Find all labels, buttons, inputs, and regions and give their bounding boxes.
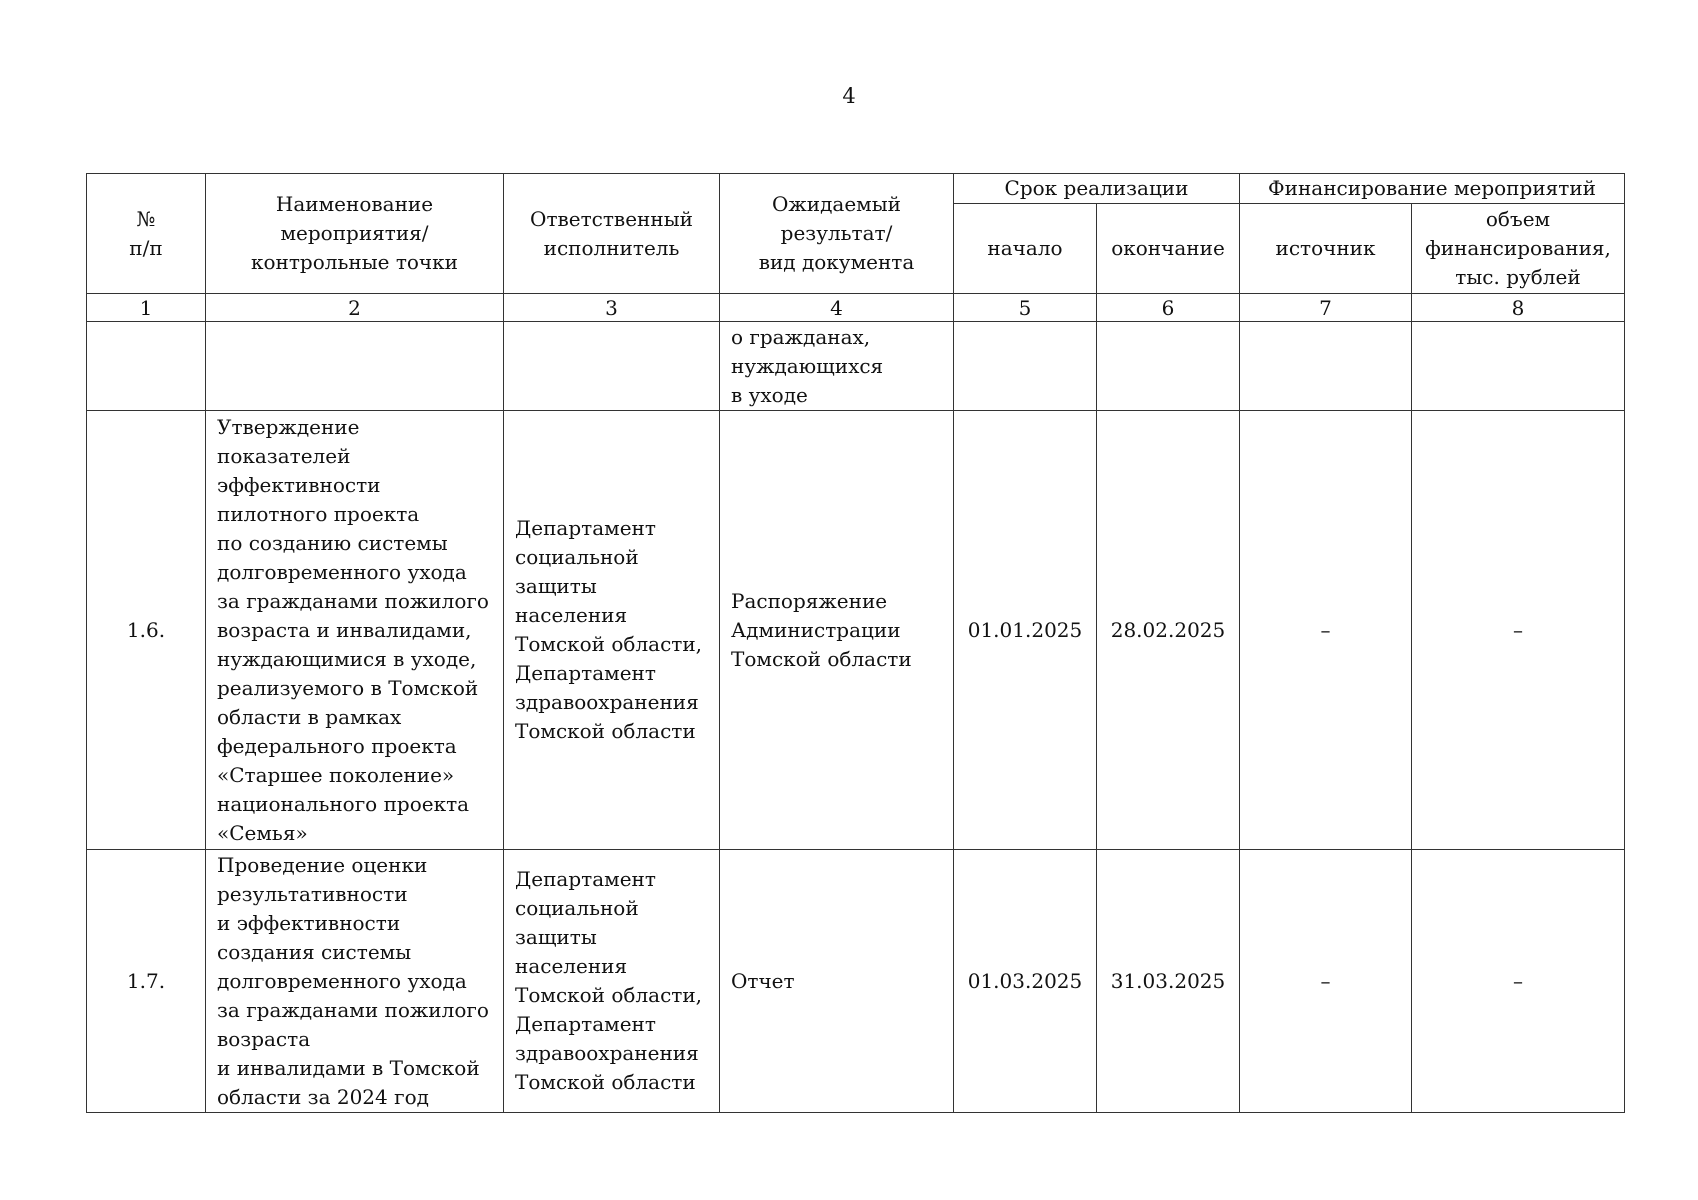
row-name: Утверждение показателей эффективности пилотного проекта по созданию системы долговременного ухода за гражданами пожилого возраста и инвалидами, нуждающимися в уходе, реализуемого в Томской области в рамках федерального проекта «Старшее поколение» национального проекта «Семья» [206,411,504,850]
row-number: 1.6. [87,411,206,850]
header-start: начало [954,204,1097,294]
row-start: 01.03.2025 [954,850,1097,1113]
row-name [206,322,504,411]
header-number: № п/п [87,174,206,294]
table-row [87,850,1625,1113]
column-number: 8 [1412,294,1625,322]
row-source: – [1240,411,1412,850]
row-amount: – [1412,850,1625,1113]
row-source: – [1240,850,1412,1113]
header-term-group: Срок реализации [954,174,1240,204]
table-row [87,411,1625,850]
row-result: о гражданах, нуждающихся в уходе [720,322,954,411]
row-start [954,322,1097,411]
activities-table [86,173,1625,1113]
column-number: 6 [1097,294,1240,322]
column-number-row [87,294,1625,322]
row-result: Распоряжение Администрации Томской области [720,411,954,850]
header-amount: объем финансирования, тыс. рублей [1412,204,1625,294]
row-result: Отчет [720,850,954,1113]
row-number: 1.7. [87,850,206,1113]
row-name: Проведение оценки результативности и эффективности создания системы долговременного ухода за гражданами пожилого возраста и инвалидами в Томской области за 2024 год [206,850,504,1113]
row-responsible [504,322,720,411]
row-end: 28.02.2025 [1097,411,1240,850]
page-number: 4 [842,84,856,108]
header-end: окончание [1097,204,1240,294]
header-name: Наименование мероприятия/ контрольные точки [206,174,504,294]
row-amount: – [1412,411,1625,850]
row-end: 31.03.2025 [1097,850,1240,1113]
column-number: 2 [206,294,504,322]
row-end [1097,322,1240,411]
header-finance-group: Финансирование мероприятий [1240,174,1625,204]
column-number: 3 [504,294,720,322]
row-responsible: Департамент социальной защиты населения Томской области, Департамент здравоохранения Томской области [504,411,720,850]
row-amount [1412,322,1625,411]
column-number: 5 [954,294,1097,322]
row-source [1240,322,1412,411]
table-row [87,322,1625,411]
header-source: источник [1240,204,1412,294]
row-number [87,322,206,411]
column-number: 4 [720,294,954,322]
column-number: 7 [1240,294,1412,322]
header-result: Ожидаемый результат/ вид документа [720,174,954,294]
row-start: 01.01.2025 [954,411,1097,850]
row-responsible: Департамент социальной защиты населения Томской области, Департамент здравоохранения Томской области [504,850,720,1113]
column-number: 1 [87,294,206,322]
header-responsible: Ответственный исполнитель [504,174,720,294]
